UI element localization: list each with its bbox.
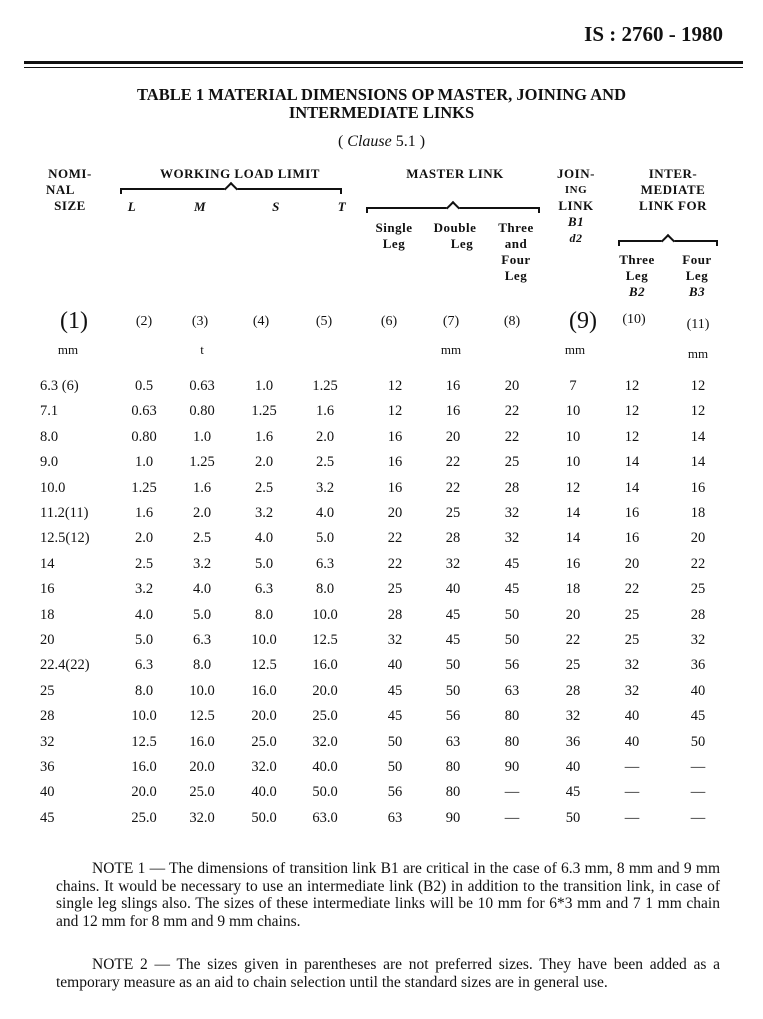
header-intermediate <box>618 166 728 214</box>
table-cell-col6: 16 <box>387 479 403 496</box>
header-grade-t: T <box>337 199 347 214</box>
table-cell-col8: 45 <box>504 555 520 572</box>
header-joining-d2: d2 <box>569 231 583 245</box>
table-cell-col4: 1.6 <box>254 428 274 445</box>
table-row <box>0 708 763 734</box>
table-cell-col5: 3.2 <box>315 479 335 496</box>
header-joining-3: LINK <box>558 198 594 213</box>
table-cell-col1: 40 <box>40 784 55 801</box>
table-row <box>0 378 763 404</box>
table-cell-col4: 1.25 <box>251 403 277 420</box>
table-cell-col1: 18 <box>40 606 55 623</box>
header-inter-four-3: B3 <box>688 284 706 299</box>
table-cell-col9: 10 <box>565 403 581 420</box>
table-row <box>0 759 763 785</box>
header-master-single-2: Leg <box>382 236 406 251</box>
table-cell-col3: 0.80 <box>189 403 215 420</box>
table-cell-col11: 45 <box>690 708 706 725</box>
table-cell-col5: 12.5 <box>312 632 338 648</box>
table-cell-col3: 4.0 <box>192 581 212 598</box>
table-cell-col2: 20.0 <box>131 784 157 801</box>
table-cell-col10: 14 <box>624 454 640 471</box>
header-master-three-four <box>488 220 544 284</box>
column-number-9: (9) <box>569 308 597 334</box>
table-row <box>0 581 763 607</box>
table-cell-col11: 32 <box>690 632 706 648</box>
header-nominal-line1: NOMI- <box>48 166 92 181</box>
note-2-text: NOTE 2 — The sizes given in parentheses are not preferred sizes. They have been added as a temporary measure as an aid to chain selection until the standard sizes are in general use. <box>56 956 720 991</box>
table-cell-col4: 50.0 <box>251 809 277 826</box>
header-working-load-limit: WORKING LOAD LIMIT <box>160 166 320 181</box>
table-cell-col7: 22 <box>445 454 461 471</box>
header-master-tf-4: Leg <box>504 268 528 283</box>
table-cell-col10: 40 <box>624 733 640 750</box>
table-cell-col1: 7.1 <box>40 403 59 420</box>
table-cell-col5: 6.3 <box>315 555 335 572</box>
table-cell-col9: 32 <box>565 708 581 725</box>
table-cell-col7: 25 <box>445 505 461 521</box>
header-joining-link <box>548 166 604 246</box>
table-cell-col5: 50.0 <box>312 784 338 801</box>
header-master-double-1: Double <box>433 220 477 235</box>
table-cell-col6: 28 <box>387 606 403 623</box>
table-cell-col2: 10.0 <box>131 708 157 725</box>
header-master-tf-1: Three <box>498 220 534 235</box>
table-cell-col1: 10.0 <box>40 479 66 496</box>
column-number-10: (10) <box>622 312 646 327</box>
table-cell-col6: 32 <box>387 632 403 648</box>
table-cell-col8: 50 <box>504 632 520 648</box>
table-cell-col7: 63 <box>445 733 461 750</box>
table-cell-col4: 32.0 <box>251 759 277 775</box>
table-cell-col11: 50 <box>690 733 706 750</box>
table-title-line2: INTERMEDIATE LINKS <box>288 103 475 122</box>
table-cell-col5: 10.0 <box>312 606 338 623</box>
table-title <box>0 86 763 122</box>
table-cell-col11: 28 <box>690 606 706 623</box>
column-number-3: (3) <box>191 314 209 329</box>
table-row <box>0 784 763 810</box>
table-cell-col11: 14 <box>690 454 706 471</box>
table-cell-col1: 12.5(12) <box>40 530 90 547</box>
wll-brace <box>122 188 340 190</box>
table-cell-col2: 16.0 <box>131 759 157 775</box>
table-cell-col7: 22 <box>445 479 461 496</box>
header-rule-thin <box>24 67 743 68</box>
column-number-1: (1) <box>60 308 88 334</box>
column-number-2: (2) <box>135 314 153 329</box>
table-row <box>0 505 763 531</box>
table-cell-col9: 14 <box>565 530 581 547</box>
header-inter-1: INTER- <box>648 166 698 181</box>
table-cell-col7: 50 <box>445 682 461 699</box>
unit-wll: t <box>200 342 204 357</box>
table-cell-col2: 12.5 <box>131 733 157 750</box>
table-cell-col2: 0.80 <box>131 428 157 445</box>
table-cell-col7: 80 <box>445 784 461 801</box>
column-number-5: (5) <box>315 314 333 329</box>
table-cell-col11: 25 <box>690 581 706 598</box>
table-cell-col11: — <box>690 809 706 826</box>
table-cell-col9: 36 <box>565 733 581 750</box>
table-cell-col9: 14 <box>565 505 581 521</box>
table-cell-col7: 45 <box>445 632 461 648</box>
table-cell-col5: 2.5 <box>315 454 335 471</box>
header-master-double-2: Leg <box>450 236 474 251</box>
table-cell-col9: 22 <box>565 632 581 648</box>
note-1 <box>56 860 720 930</box>
table-cell-col8: 50 <box>504 606 520 623</box>
table-cell-col3: 25.0 <box>189 784 215 801</box>
table-cell-col4: 5.0 <box>254 555 274 572</box>
table-cell-col3: 8.0 <box>192 657 212 674</box>
header-master-link: MASTER LINK <box>406 166 504 181</box>
table-cell-col5: 2.0 <box>315 428 335 445</box>
table-cell-col7: 16 <box>445 403 461 420</box>
table-cell-col11: 14 <box>690 428 706 445</box>
table-cell-col3: 1.0 <box>192 428 212 445</box>
table-row <box>0 480 763 506</box>
header-grade-m: M <box>193 199 207 214</box>
column-number-4: (4) <box>252 314 270 329</box>
table-cell-col8: 32 <box>504 530 520 547</box>
header-master-single-1: Single <box>375 220 413 235</box>
table-cell-col2: 8.0 <box>134 682 154 699</box>
table-cell-col4: 4.0 <box>254 530 274 547</box>
table-cell-col9: 16 <box>565 555 581 572</box>
table-cell-col1: 11.2(11) <box>40 505 89 521</box>
table-cell-col4: 40.0 <box>251 784 277 801</box>
table-cell-col4: 3.2 <box>254 505 274 521</box>
column-number-11: (11) <box>686 317 710 332</box>
table-cell-col11: 20 <box>690 530 706 547</box>
header-joining-b1: B1 <box>567 214 585 229</box>
table-cell-col8: 80 <box>504 708 520 725</box>
header-inter-3: LINK FOR <box>639 198 707 213</box>
table-cell-col1: 45 <box>40 809 55 826</box>
table-cell-col10: 40 <box>624 708 640 725</box>
table-cell-col5: 4.0 <box>315 505 335 521</box>
table-cell-col9: 12 <box>565 479 581 496</box>
table-cell-col6: 12 <box>387 403 403 420</box>
table-cell-col5: 1.25 <box>312 378 338 394</box>
table-cell-col3: 20.0 <box>189 759 215 775</box>
table-cell-col5: 40.0 <box>312 759 338 775</box>
table-cell-col1: 22.4(22) <box>40 657 90 674</box>
table-cell-col2: 3.2 <box>134 581 154 598</box>
table-cell-col10: — <box>624 809 640 826</box>
table-cell-col9: 10 <box>565 454 581 471</box>
table-cell-col3: 10.0 <box>189 682 215 699</box>
header-inter-four-2: Leg <box>685 268 709 283</box>
table-cell-col10: 22 <box>624 581 640 598</box>
table-cell-col6: 40 <box>387 657 403 674</box>
table-cell-col6: 56 <box>387 784 403 801</box>
table-cell-col8: 45 <box>504 581 520 598</box>
header-inter-four-1: Four <box>682 252 712 267</box>
clause-number: 5.1 ) <box>391 133 426 150</box>
table-cell-col7: 80 <box>445 759 461 775</box>
table-row <box>0 683 763 709</box>
table-cell-col3: 2.5 <box>192 530 212 547</box>
table-cell-col4: 20.0 <box>251 708 277 725</box>
table-cell-col10: 20 <box>624 555 640 572</box>
table-cell-col1: 14 <box>40 555 55 572</box>
table-cell-col8: — <box>504 809 520 826</box>
table-cell-col9: 40 <box>565 759 581 775</box>
header-inter-three <box>612 252 662 300</box>
header-master-single <box>366 220 422 252</box>
table-cell-col8: 63 <box>504 682 520 699</box>
table-cell-col1: 9.0 <box>40 454 59 471</box>
table-cell-col10: 25 <box>624 632 640 648</box>
header-nominal-line3: SIZE <box>54 198 86 213</box>
table-cell-col10: 16 <box>624 530 640 547</box>
table-cell-col4: 8.0 <box>254 606 274 623</box>
table-cell-col9: 50 <box>565 809 581 826</box>
header-nominal-size <box>40 166 100 214</box>
table-cell-col7: 32 <box>445 555 461 572</box>
header-inter-four <box>672 252 722 300</box>
unit-intermediate: mm <box>687 346 709 361</box>
table-cell-col3: 1.25 <box>189 454 215 471</box>
table-cell-col7: 40 <box>445 581 461 598</box>
note-1-text: NOTE 1 — The dimensions of transition link B1 are critical in the case of 6.3 mm, 8 mm and 9 mm chains. It would be necessary to use an intermediate link (B2) in addition to the transition link, in case of single leg slings also. The sizes of these intermediate links will be 10 mm for 6*3 mm and 7 1 mm chain and 12 mm for 8 mm and 9 mm chains. <box>56 860 720 930</box>
clause-ref <box>0 133 763 151</box>
table-cell-col6: 22 <box>387 555 403 572</box>
table-cell-col1: 36 <box>40 759 55 775</box>
table-cell-col7: 28 <box>445 530 461 547</box>
table-cell-col9: 7 <box>569 378 577 394</box>
header-master-tf-3: Four <box>501 252 531 267</box>
table-cell-col8: 32 <box>504 505 520 521</box>
table-cell-col11: 16 <box>690 479 706 496</box>
table-cell-col7: 56 <box>445 708 461 725</box>
table-cell-col11: 22 <box>690 555 706 572</box>
column-number-8: (8) <box>503 314 521 329</box>
unit-nominal: mm <box>57 342 79 357</box>
table-cell-col7: 16 <box>445 378 461 394</box>
table-cell-col9: 18 <box>565 581 581 598</box>
header-joining-1: JOIN- <box>557 166 595 181</box>
table-cell-col3: 6.3 <box>192 632 212 648</box>
table-cell-col2: 4.0 <box>134 606 154 623</box>
table-cell-col8: 25 <box>504 454 520 471</box>
note-2 <box>56 956 720 991</box>
table-cell-col7: 90 <box>445 809 461 826</box>
table-cell-col11: 40 <box>690 682 706 699</box>
table-cell-col8: 22 <box>504 428 520 445</box>
table-row <box>0 454 763 480</box>
table-row <box>0 734 763 760</box>
table-title-line1: TABLE 1 MATERIAL DIMENSIONS OP MASTER, JOINING AND <box>137 85 626 104</box>
header-master-double <box>425 220 485 252</box>
table-cell-col4: 16.0 <box>251 682 277 699</box>
table-cell-col2: 2.5 <box>134 555 154 572</box>
table-cell-col8: 28 <box>504 479 520 496</box>
table-cell-col4: 25.0 <box>251 733 277 750</box>
table-cell-col4: 10.0 <box>251 632 277 648</box>
header-grade-s: S <box>272 199 280 214</box>
header-nominal-line2: NAL <box>46 182 75 197</box>
table-cell-col11: 12 <box>690 378 706 394</box>
table-cell-col1: 16 <box>40 581 55 598</box>
header-inter-three-3: B2 <box>628 284 646 299</box>
table-cell-col8: 56 <box>504 657 520 674</box>
table-cell-col7: 45 <box>445 606 461 623</box>
table-cell-col2: 6.3 <box>134 657 154 674</box>
table-cell-col9: 45 <box>565 784 581 801</box>
table-cell-col11: 18 <box>690 505 706 521</box>
table-cell-col3: 16.0 <box>189 733 215 750</box>
table-cell-col11: — <box>690 784 706 801</box>
table-cell-col10: 25 <box>624 606 640 623</box>
table-cell-col8: 90 <box>504 759 520 775</box>
table-cell-col10: 16 <box>624 505 640 521</box>
table-cell-col4: 2.5 <box>254 479 274 496</box>
table-cell-col2: 5.0 <box>134 632 154 648</box>
table-cell-col6: 12 <box>387 378 403 394</box>
table-cell-col1: 6.3 (6) <box>40 378 79 394</box>
table-cell-col6: 63 <box>387 809 403 826</box>
master-brace <box>368 207 538 209</box>
table-cell-col4: 12.5 <box>251 657 277 674</box>
clause-open: ( <box>337 133 348 150</box>
table-cell-col6: 22 <box>387 530 403 547</box>
table-cell-col2: 25.0 <box>131 809 157 826</box>
header-rule-thick <box>24 61 743 64</box>
unit-master: mm <box>440 342 462 357</box>
table-row <box>0 657 763 683</box>
table-row <box>0 429 763 455</box>
table-cell-col10: 14 <box>624 479 640 496</box>
table-cell-col11: 12 <box>690 403 706 420</box>
table-cell-col5: 1.6 <box>315 403 335 420</box>
header-master-tf-2: and <box>504 236 528 251</box>
column-number-6: (6) <box>380 314 398 329</box>
table-cell-col2: 0.63 <box>131 403 157 420</box>
table-row <box>0 530 763 556</box>
table-cell-col3: 0.63 <box>189 378 215 394</box>
table-cell-col4: 2.0 <box>254 454 274 471</box>
table-cell-col2: 1.25 <box>131 479 157 496</box>
table-cell-col6: 50 <box>387 759 403 775</box>
table-cell-col8: 80 <box>504 733 520 750</box>
table-cell-col6: 16 <box>387 428 403 445</box>
table-cell-col2: 2.0 <box>134 530 154 547</box>
table-cell-col6: 25 <box>387 581 403 598</box>
table-cell-col2: 0.5 <box>134 378 154 394</box>
table-cell-col10: 12 <box>624 403 640 420</box>
table-cell-col10: — <box>624 759 640 775</box>
table-cell-col8: 20 <box>504 378 520 394</box>
standard-number: IS : 2760 - 1980 <box>584 22 723 46</box>
table-cell-col9: 10 <box>565 428 581 445</box>
table-cell-col11: 36 <box>690 657 706 674</box>
table-cell-col11: — <box>690 759 706 775</box>
table-cell-col3: 2.0 <box>192 505 212 521</box>
table-cell-col1: 8.0 <box>40 428 59 445</box>
header-joining-2: ING <box>564 184 588 196</box>
table-cell-col3: 12.5 <box>189 708 215 725</box>
table-cell-col5: 32.0 <box>312 733 338 750</box>
table-row <box>0 810 763 836</box>
table-cell-col5: 63.0 <box>312 809 338 826</box>
table-cell-col3: 1.6 <box>192 479 212 496</box>
table-cell-col1: 25 <box>40 682 55 699</box>
table-cell-col4: 6.3 <box>254 581 274 598</box>
table-cell-col3: 5.0 <box>192 606 212 623</box>
header-inter-2: MEDIATE <box>640 182 706 197</box>
table-cell-col6: 45 <box>387 682 403 699</box>
table-cell-col8: 22 <box>504 403 520 420</box>
table-row <box>0 556 763 582</box>
header-grade-l: L <box>127 199 137 214</box>
header-inter-three-2: Leg <box>625 268 649 283</box>
table-cell-col10: — <box>624 784 640 801</box>
table-cell-col3: 32.0 <box>189 809 215 826</box>
table-cell-col6: 20 <box>387 505 403 521</box>
table-cell-col9: 25 <box>565 657 581 674</box>
table-cell-col10: 12 <box>624 378 640 394</box>
table-cell-col5: 5.0 <box>315 530 335 547</box>
table-cell-col1: 28 <box>40 708 55 725</box>
table-cell-col5: 8.0 <box>315 581 335 598</box>
table-cell-col2: 1.0 <box>134 454 154 471</box>
table-cell-col5: 20.0 <box>312 682 338 699</box>
table-cell-col6: 45 <box>387 708 403 725</box>
table-row <box>0 607 763 633</box>
table-cell-col5: 16.0 <box>312 657 338 674</box>
table-cell-col9: 20 <box>565 606 581 623</box>
table-cell-col9: 28 <box>565 682 581 699</box>
table-cell-col1: 32 <box>40 733 55 750</box>
table-cell-col10: 32 <box>624 657 640 674</box>
table-cell-col7: 20 <box>445 428 461 445</box>
table-cell-col10: 32 <box>624 682 640 699</box>
table-cell-col8: — <box>504 784 520 801</box>
column-number-7: (7) <box>442 314 460 329</box>
header-inter-three-1: Three <box>619 252 655 267</box>
table-cell-col1: 20 <box>40 632 55 648</box>
table-cell-col6: 16 <box>387 454 403 471</box>
table-cell-col7: 50 <box>445 657 461 674</box>
table-cell-col4: 1.0 <box>254 378 274 394</box>
table-cell-col10: 12 <box>624 428 640 445</box>
table-row <box>0 403 763 429</box>
table-row <box>0 632 763 658</box>
clause-word: Clause <box>347 133 392 150</box>
intermediate-brace <box>620 240 716 242</box>
table-cell-col6: 50 <box>387 733 403 750</box>
table-cell-col3: 3.2 <box>192 555 212 572</box>
table-cell-col5: 25.0 <box>312 708 338 725</box>
table-cell-col2: 1.6 <box>134 505 154 521</box>
unit-joining: mm <box>564 342 586 357</box>
